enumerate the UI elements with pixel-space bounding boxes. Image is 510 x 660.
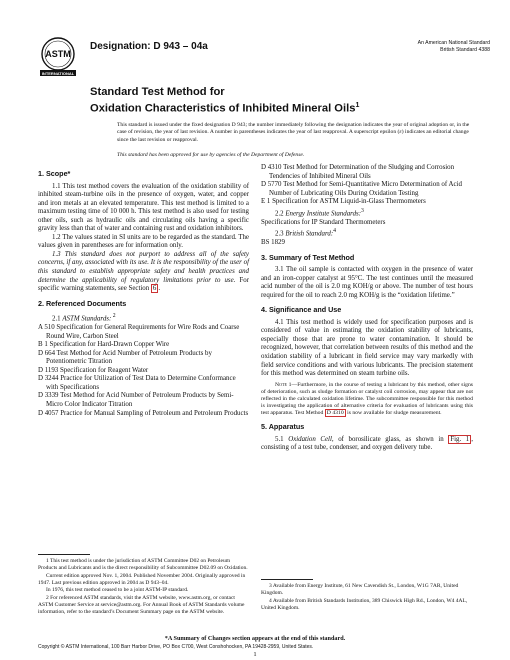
svg-text:INTERNATIONAL: INTERNATIONAL	[41, 70, 75, 76]
document-title	[90, 86, 470, 116]
section-heading-apparatus: 5. Apparatus	[261, 422, 305, 432]
section-heading-summary: 3. Summary of Test Method	[261, 252, 355, 262]
an-standard-line: An American National Standard	[417, 40, 490, 46]
reference-item: D 664 Test Method for Acid Number of Petroleum Products by Potentiometric Titration	[38, 349, 212, 366]
fig-1-link[interactable]: Fig. 1	[450, 435, 470, 443]
issuance-notice: This standard is issued under the fixed designation D 943; the number immediately following the designation indicates the year of original adoption or, in the case of revision, the year of last revision. A number in parentheses indicates the year of last reapproval. A superscript epsilon (ε) indicates an editorial change since the last revision or reapproval.	[117, 122, 470, 143]
designation: Designation: D 943 – 04a	[90, 41, 208, 52]
paragraph-1-1: 1.1 This test method covers the evaluation of the oxidation stability of inhibited steam-turbine oils in the presence of oxygen, water, and copper and iron metals at an elevated temperature. This test method is limited to a maximum testing time of 10 000 h. This test method is also used for testing other oils, such as hydraulic oils and circulating oils having a specific gravity less than that of water and containing rust and oxidation inhibitors.	[38, 182, 249, 233]
footnotes-left	[38, 558, 249, 617]
astm-logo	[36, 33, 80, 77]
reference-item: B 1 Specification for Hard-Drawn Copper Wire	[38, 341, 170, 349]
title-line-2: Oxidation Characteristics of Inhibited Mineral Oils$^1$	[90, 102, 360, 115]
reference-item: D 3339 Test Method for Acid Number of Petroleum Products by Semi-Micro Color Indicator Titration	[38, 392, 234, 408]
british-standard-item: BS 1829	[261, 238, 285, 246]
right-column	[261, 164, 473, 453]
dod-notice: This standard has been approved for use by agencies of the Department of Defense.	[117, 152, 305, 158]
title-line-1: Standard Test Method for	[90, 86, 225, 98]
reference-item: A 510 Specification for General Requirements for Wire Rods and Coarse Round Wire, Carbon Steel	[38, 324, 240, 340]
footnote: 2 For referenced ASTM standards, visit the ASTM website, www.astm.org, or contact ASTM Customer Service at service@astm.org. For Annual Book of ASTM Standards volume information, refer to the standard’s Document Summary page on the ASTM website.	[38, 595, 245, 615]
summary-of-changes-note: *A Summary of Changes section appears at the end of this standard.	[164, 635, 346, 642]
footnote-rule-left	[38, 554, 90, 555]
footnote: 3 Available from Energy Institute, 61 New Cavendish St., London, W1G 7AR, United Kingdom.	[261, 583, 459, 596]
left-column	[38, 170, 249, 418]
astm-standards-label: 2.1 ASTM Standards: $^2$	[52, 313, 116, 323]
reference-list-left	[38, 324, 249, 418]
paragraph-5-1: 5.1 Oxidation Cell, of borosilicate glass, as shown in Fig. 1 , consisting of a test tube, condenser, and oxygen delivery tube.	[261, 435, 473, 452]
footnotes-right	[261, 583, 473, 612]
section-heading-significance: 4. Significance and Use	[261, 305, 342, 315]
reference-item: D 4057 Practice for Manual Sampling of Petroleum and Petroleum Products	[38, 409, 249, 417]
paragraph-1-2: 1.2 The values stated in SI units are to be regarded as the standard. The values given in parentheses are for information only.	[38, 233, 249, 250]
reference-list-right	[261, 164, 473, 207]
svg-text:ASTM: ASTM	[45, 49, 71, 59]
reference-item: E 1 Specification for ASTM Liquid-in-Glass Thermometers	[261, 198, 426, 206]
national-standard-note	[418, 40, 490, 53]
reference-item: D 4310 Test Method for Determination of the Sludging and Corrosion Tendencies of Inhibited Mineral Oils	[261, 164, 455, 180]
reference-item: D 1193 Specification for Reagent Water	[38, 366, 149, 374]
note-1: Note 1—Furthermore, in the course of testing a lubricant by this method, other signs of deterioration, such as sludge formation or catalyst coil corrosion, may appear that are not reflected in the calculated oxidation lifetime. The subcommittee responsible for this method is investigating the application of alternative criteria for evaluation of lubricants using this test apparatus. Test Method D 4310 is now available for sludge measurement.	[261, 381, 473, 416]
d4310-link[interactable]: D 4310	[326, 410, 344, 416]
section-heading-referenced-documents: 2. Referenced Documents	[38, 298, 127, 308]
paragraph-3-1: 3.1 The oil sample is contacted with oxygen in the presence of water and an iron-copper catalyst at 95°C. The test continues until the measured acid number of the oil is 2.0 mg KOH/g or above. The number of test hours required for the oil to reach 2.0 mg KOH/g is the “oxidation lifetime.”	[261, 266, 473, 299]
reference-item: D 5770 Test Method for Semi-Quantitative Micro Determination of Acid Number of Lubricating Oils During Oxidation Testing	[261, 181, 462, 197]
footnote: In 1976, this test method ceased to be a joint ASTM-IP standard.	[46, 587, 189, 594]
section-6-link[interactable]: 6	[152, 285, 157, 293]
footnote: 1 This test method is under the jurisdiction of ASTM Committee D02 on Petroleum Products and Lubricants and is the direct responsibility of Subcommittee D02.09 on Oxidation.	[38, 558, 248, 571]
energy-institute-label: 2.2 Energy Institute Standards:$^3$	[275, 207, 364, 218]
copyright: Copyright © ASTM International, 100 Barr Harbor Drive, PO Box C700, West Conshohocken, PA 19428-2959, United States.	[38, 644, 314, 650]
paragraph-4-1: 4.1 This test method is widely used for specification purposes and is considered of value in estimating the oxidation stability of lubricants, especially those that are prone to water contamination. It should be recognized, however, that correlation between results of this method and the oxidation stability of a lubricant in field service may vary markedly with field service conditions and with various lubricants. The precision statement for this method was determined on steam turbine oils.	[261, 318, 473, 378]
section-heading-scope: 1. Scope*	[38, 169, 71, 178]
reference-item: D 3244 Practice for Utilization of Test Data to Determine Conformance with Specifications	[38, 375, 236, 391]
energy-institute-item: Specifications for IP Standard Thermometers	[261, 218, 386, 226]
paragraph-1-3: 1.3 This standard does not purport to address all of the safety concerns, if any, associated with its use. It is the responsibility of the user of this standard to establish appropriate safety and health practices and determine the applicability of regulatory limitations prior to use. For specific warning statements, see Section 6 .	[38, 250, 249, 293]
footnote-rule-right	[261, 579, 313, 580]
british-standard-label: 2.3 British Standard:$^4$	[275, 228, 337, 238]
footnote: 4 Available from British Standards Institution, 389 Chiswick High Rd., London, W4 4AL, United Kingdom.	[261, 597, 468, 611]
footnote: Current edition approved Nov. 1, 2004. Published November 2004. Originally approved in 1947. Last previous edition approved in 2004 as D 943–04.	[38, 572, 246, 586]
page-number: 1	[253, 651, 257, 658]
bs-standard-line: British Standard 4388	[440, 46, 490, 53]
